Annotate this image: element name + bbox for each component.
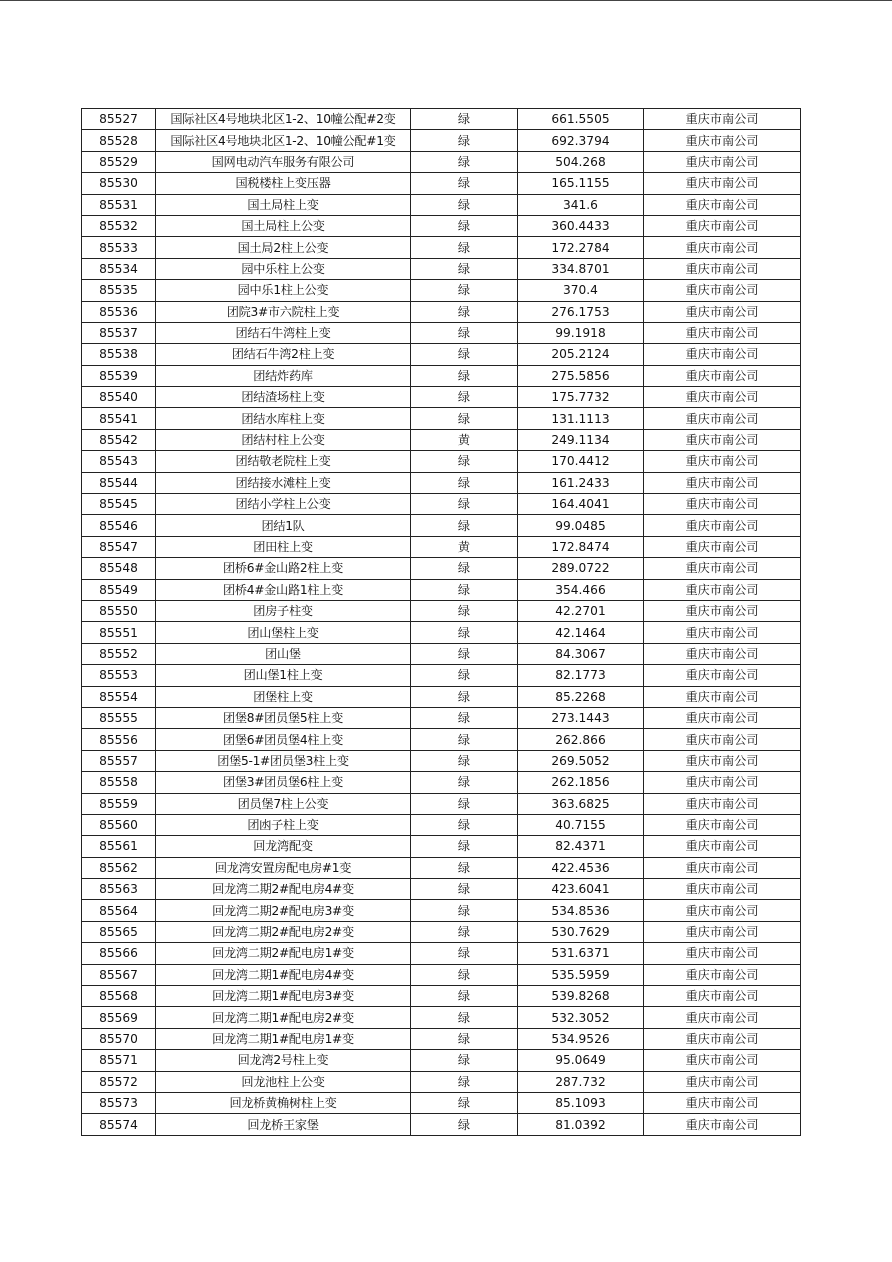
company-cell: 重庆市南公司 bbox=[644, 729, 801, 750]
station-name-cell: 回龙湾二期1#配电房2#变 bbox=[156, 1007, 411, 1028]
company-cell: 重庆市南公司 bbox=[644, 943, 801, 964]
company-cell: 重庆市南公司 bbox=[644, 921, 801, 942]
company-cell: 重庆市南公司 bbox=[644, 622, 801, 643]
row-id-cell: 85559 bbox=[82, 793, 156, 814]
company-cell: 重庆市南公司 bbox=[644, 408, 801, 429]
table-row bbox=[82, 280, 801, 301]
status-cell: 绿 bbox=[411, 943, 518, 964]
row-id-cell: 85542 bbox=[82, 429, 156, 450]
table-row bbox=[82, 151, 801, 172]
status-cell: 绿 bbox=[411, 1028, 518, 1049]
row-id-cell: 85534 bbox=[82, 258, 156, 279]
status-cell: 绿 bbox=[411, 600, 518, 621]
row-id-cell: 85564 bbox=[82, 900, 156, 921]
company-cell: 重庆市南公司 bbox=[644, 814, 801, 835]
status-cell: 绿 bbox=[411, 665, 518, 686]
value-cell: 40.7155 bbox=[518, 814, 644, 835]
status-cell: 绿 bbox=[411, 408, 518, 429]
station-name-cell: 团山堡 bbox=[156, 643, 411, 664]
row-id-cell: 85572 bbox=[82, 1071, 156, 1092]
status-cell: 绿 bbox=[411, 836, 518, 857]
value-cell: 269.5052 bbox=[518, 750, 644, 771]
table-row bbox=[82, 879, 801, 900]
station-name-cell: 国际社区4号地块北区1-2、10幢公配#1变 bbox=[156, 130, 411, 151]
company-cell: 重庆市南公司 bbox=[644, 322, 801, 343]
row-id-cell: 85536 bbox=[82, 301, 156, 322]
value-cell: 360.4433 bbox=[518, 215, 644, 236]
row-id-cell: 85568 bbox=[82, 986, 156, 1007]
status-cell: 绿 bbox=[411, 921, 518, 942]
status-cell: 绿 bbox=[411, 322, 518, 343]
value-cell: 82.4371 bbox=[518, 836, 644, 857]
table-row bbox=[82, 665, 801, 686]
row-id-cell: 85530 bbox=[82, 173, 156, 194]
station-name-cell: 团堡3#团员堡6柱上变 bbox=[156, 772, 411, 793]
row-id-cell: 85553 bbox=[82, 665, 156, 686]
status-cell: 黄 bbox=[411, 429, 518, 450]
data-table bbox=[81, 108, 801, 1136]
status-cell: 绿 bbox=[411, 365, 518, 386]
value-cell: 249.1134 bbox=[518, 429, 644, 450]
station-name-cell: 回龙湾二期2#配电房1#变 bbox=[156, 943, 411, 964]
value-cell: 205.2124 bbox=[518, 344, 644, 365]
company-cell: 重庆市南公司 bbox=[644, 1050, 801, 1071]
table-row bbox=[82, 729, 801, 750]
status-cell: 绿 bbox=[411, 900, 518, 921]
table-row bbox=[82, 643, 801, 664]
company-cell: 重庆市南公司 bbox=[644, 1071, 801, 1092]
value-cell: 423.6041 bbox=[518, 879, 644, 900]
value-cell: 99.0485 bbox=[518, 515, 644, 536]
table-row bbox=[82, 173, 801, 194]
table-row bbox=[82, 943, 801, 964]
station-name-cell: 园中乐柱上公变 bbox=[156, 258, 411, 279]
table-row bbox=[82, 109, 801, 130]
status-cell: 绿 bbox=[411, 109, 518, 130]
value-cell: 534.9526 bbox=[518, 1028, 644, 1049]
value-cell: 275.5856 bbox=[518, 365, 644, 386]
row-id-cell: 85545 bbox=[82, 494, 156, 515]
table-row bbox=[82, 387, 801, 408]
station-name-cell: 团堡8#团员堡5柱上变 bbox=[156, 707, 411, 728]
row-id-cell: 85558 bbox=[82, 772, 156, 793]
station-name-cell: 回龙湾二期1#配电房4#变 bbox=[156, 964, 411, 985]
table-row bbox=[82, 494, 801, 515]
row-id-cell: 85527 bbox=[82, 109, 156, 130]
status-cell: 绿 bbox=[411, 1007, 518, 1028]
value-cell: 354.466 bbox=[518, 579, 644, 600]
status-cell: 绿 bbox=[411, 643, 518, 664]
station-name-cell: 国际社区4号地块北区1-2、10幢公配#2变 bbox=[156, 109, 411, 130]
status-cell: 绿 bbox=[411, 387, 518, 408]
value-cell: 161.2433 bbox=[518, 472, 644, 493]
company-cell: 重庆市南公司 bbox=[644, 387, 801, 408]
value-cell: 95.0649 bbox=[518, 1050, 644, 1071]
value-cell: 172.2784 bbox=[518, 237, 644, 258]
station-name-cell: 回龙湾二期2#配电房4#变 bbox=[156, 879, 411, 900]
row-id-cell: 85549 bbox=[82, 579, 156, 600]
station-name-cell: 团堡6#团员堡4柱上变 bbox=[156, 729, 411, 750]
status-cell: 绿 bbox=[411, 622, 518, 643]
table-row bbox=[82, 707, 801, 728]
status-cell: 绿 bbox=[411, 280, 518, 301]
table-row bbox=[82, 130, 801, 151]
table-row bbox=[82, 857, 801, 878]
status-cell: 黄 bbox=[411, 536, 518, 557]
station-name-cell: 回龙桥黄桷树柱上变 bbox=[156, 1092, 411, 1113]
value-cell: 334.8701 bbox=[518, 258, 644, 279]
row-id-cell: 85561 bbox=[82, 836, 156, 857]
status-cell: 绿 bbox=[411, 686, 518, 707]
table-row bbox=[82, 451, 801, 472]
table-body bbox=[82, 109, 801, 1136]
table-row bbox=[82, 900, 801, 921]
company-cell: 重庆市南公司 bbox=[644, 964, 801, 985]
table-row bbox=[82, 472, 801, 493]
station-name-cell: 团田柱上变 bbox=[156, 536, 411, 557]
table-row bbox=[82, 772, 801, 793]
station-name-cell: 回龙池柱上公变 bbox=[156, 1071, 411, 1092]
value-cell: 289.0722 bbox=[518, 558, 644, 579]
value-cell: 262.866 bbox=[518, 729, 644, 750]
status-cell: 绿 bbox=[411, 1114, 518, 1135]
station-name-cell: 团结接水滩柱上变 bbox=[156, 472, 411, 493]
value-cell: 42.2701 bbox=[518, 600, 644, 621]
status-cell: 绿 bbox=[411, 707, 518, 728]
row-id-cell: 85556 bbox=[82, 729, 156, 750]
value-cell: 262.1856 bbox=[518, 772, 644, 793]
company-cell: 重庆市南公司 bbox=[644, 1092, 801, 1113]
company-cell: 重庆市南公司 bbox=[644, 494, 801, 515]
company-cell: 重庆市南公司 bbox=[644, 1007, 801, 1028]
company-cell: 重庆市南公司 bbox=[644, 280, 801, 301]
row-id-cell: 85557 bbox=[82, 750, 156, 771]
row-id-cell: 85562 bbox=[82, 857, 156, 878]
company-cell: 重庆市南公司 bbox=[644, 879, 801, 900]
status-cell: 绿 bbox=[411, 857, 518, 878]
value-cell: 172.8474 bbox=[518, 536, 644, 557]
station-name-cell: 回龙湾二期1#配电房1#变 bbox=[156, 1028, 411, 1049]
status-cell: 绿 bbox=[411, 494, 518, 515]
status-cell: 绿 bbox=[411, 879, 518, 900]
status-cell: 绿 bbox=[411, 558, 518, 579]
company-cell: 重庆市南公司 bbox=[644, 301, 801, 322]
company-cell: 重庆市南公司 bbox=[644, 194, 801, 215]
station-name-cell: 团结炸药库 bbox=[156, 365, 411, 386]
row-id-cell: 85543 bbox=[82, 451, 156, 472]
value-cell: 532.3052 bbox=[518, 1007, 644, 1028]
row-id-cell: 85540 bbox=[82, 387, 156, 408]
row-id-cell: 85546 bbox=[82, 515, 156, 536]
table-row bbox=[82, 1007, 801, 1028]
status-cell: 绿 bbox=[411, 344, 518, 365]
station-name-cell: 国税楼柱上变压器 bbox=[156, 173, 411, 194]
company-cell: 重庆市南公司 bbox=[644, 365, 801, 386]
status-cell: 绿 bbox=[411, 1092, 518, 1113]
station-name-cell: 回龙湾二期2#配电房2#变 bbox=[156, 921, 411, 942]
table-row bbox=[82, 194, 801, 215]
table-row bbox=[82, 1050, 801, 1071]
status-cell: 绿 bbox=[411, 194, 518, 215]
status-cell: 绿 bbox=[411, 472, 518, 493]
value-cell: 82.1773 bbox=[518, 665, 644, 686]
value-cell: 175.7732 bbox=[518, 387, 644, 408]
value-cell: 276.1753 bbox=[518, 301, 644, 322]
company-cell: 重庆市南公司 bbox=[644, 451, 801, 472]
value-cell: 534.8536 bbox=[518, 900, 644, 921]
value-cell: 341.6 bbox=[518, 194, 644, 215]
table-row bbox=[82, 622, 801, 643]
row-id-cell: 85560 bbox=[82, 814, 156, 835]
company-cell: 重庆市南公司 bbox=[644, 1114, 801, 1135]
row-id-cell: 85566 bbox=[82, 943, 156, 964]
company-cell: 重庆市南公司 bbox=[644, 707, 801, 728]
company-cell: 重庆市南公司 bbox=[644, 130, 801, 151]
company-cell: 重庆市南公司 bbox=[644, 643, 801, 664]
company-cell: 重庆市南公司 bbox=[644, 986, 801, 1007]
station-name-cell: 团堡5-1#团员堡3柱上变 bbox=[156, 750, 411, 771]
table-row bbox=[82, 579, 801, 600]
company-cell: 重庆市南公司 bbox=[644, 836, 801, 857]
value-cell: 99.1918 bbox=[518, 322, 644, 343]
station-name-cell: 团结渣场柱上变 bbox=[156, 387, 411, 408]
station-name-cell: 团桥4#金山路1柱上变 bbox=[156, 579, 411, 600]
row-id-cell: 85538 bbox=[82, 344, 156, 365]
table-row bbox=[82, 1114, 801, 1135]
row-id-cell: 85535 bbox=[82, 280, 156, 301]
table-row bbox=[82, 600, 801, 621]
station-name-cell: 国土局柱上公变 bbox=[156, 215, 411, 236]
status-cell: 绿 bbox=[411, 772, 518, 793]
value-cell: 535.5959 bbox=[518, 964, 644, 985]
value-cell: 42.1464 bbox=[518, 622, 644, 643]
company-cell: 重庆市南公司 bbox=[644, 1028, 801, 1049]
row-id-cell: 85532 bbox=[82, 215, 156, 236]
table-row bbox=[82, 429, 801, 450]
station-name-cell: 团结石牛湾柱上变 bbox=[156, 322, 411, 343]
status-cell: 绿 bbox=[411, 814, 518, 835]
status-cell: 绿 bbox=[411, 130, 518, 151]
company-cell: 重庆市南公司 bbox=[644, 686, 801, 707]
status-cell: 绿 bbox=[411, 151, 518, 172]
row-id-cell: 85569 bbox=[82, 1007, 156, 1028]
value-cell: 530.7629 bbox=[518, 921, 644, 942]
table-row bbox=[82, 322, 801, 343]
row-id-cell: 85563 bbox=[82, 879, 156, 900]
company-cell: 重庆市南公司 bbox=[644, 857, 801, 878]
station-name-cell: 团结敬老院柱上变 bbox=[156, 451, 411, 472]
station-name-cell: 团结1队 bbox=[156, 515, 411, 536]
table-row bbox=[82, 1071, 801, 1092]
table-row bbox=[82, 365, 801, 386]
table-row bbox=[82, 814, 801, 835]
status-cell: 绿 bbox=[411, 579, 518, 600]
company-cell: 重庆市南公司 bbox=[644, 600, 801, 621]
station-name-cell: 团房子柱变 bbox=[156, 600, 411, 621]
row-id-cell: 85570 bbox=[82, 1028, 156, 1049]
row-id-cell: 85555 bbox=[82, 707, 156, 728]
value-cell: 422.4536 bbox=[518, 857, 644, 878]
status-cell: 绿 bbox=[411, 750, 518, 771]
value-cell: 273.1443 bbox=[518, 707, 644, 728]
row-id-cell: 85547 bbox=[82, 536, 156, 557]
status-cell: 绿 bbox=[411, 1050, 518, 1071]
row-id-cell: 85528 bbox=[82, 130, 156, 151]
value-cell: 692.3794 bbox=[518, 130, 644, 151]
value-cell: 131.1113 bbox=[518, 408, 644, 429]
table-row bbox=[82, 301, 801, 322]
row-id-cell: 85551 bbox=[82, 622, 156, 643]
row-id-cell: 85539 bbox=[82, 365, 156, 386]
table-row bbox=[82, 836, 801, 857]
company-cell: 重庆市南公司 bbox=[644, 237, 801, 258]
row-id-cell: 85541 bbox=[82, 408, 156, 429]
value-cell: 165.1155 bbox=[518, 173, 644, 194]
table-row bbox=[82, 750, 801, 771]
page-top-border bbox=[0, 0, 892, 1]
station-name-cell: 团结村柱上公变 bbox=[156, 429, 411, 450]
table-row bbox=[82, 1092, 801, 1113]
status-cell: 绿 bbox=[411, 215, 518, 236]
status-cell: 绿 bbox=[411, 986, 518, 1007]
value-cell: 85.1093 bbox=[518, 1092, 644, 1113]
station-name-cell: 团院3#市六院柱上变 bbox=[156, 301, 411, 322]
status-cell: 绿 bbox=[411, 258, 518, 279]
row-id-cell: 85550 bbox=[82, 600, 156, 621]
status-cell: 绿 bbox=[411, 173, 518, 194]
company-cell: 重庆市南公司 bbox=[644, 429, 801, 450]
table-row bbox=[82, 515, 801, 536]
station-name-cell: 回龙湾配变 bbox=[156, 836, 411, 857]
station-name-cell: 国土局2柱上公变 bbox=[156, 237, 411, 258]
station-name-cell: 国网电动汽车服务有限公司 bbox=[156, 151, 411, 172]
station-name-cell: 团凼子柱上变 bbox=[156, 814, 411, 835]
company-cell: 重庆市南公司 bbox=[644, 515, 801, 536]
row-id-cell: 85537 bbox=[82, 322, 156, 343]
table-row bbox=[82, 536, 801, 557]
station-name-cell: 团山堡柱上变 bbox=[156, 622, 411, 643]
table-row bbox=[82, 964, 801, 985]
company-cell: 重庆市南公司 bbox=[644, 793, 801, 814]
value-cell: 81.0392 bbox=[518, 1114, 644, 1135]
station-name-cell: 团结石牛湾2柱上变 bbox=[156, 344, 411, 365]
station-name-cell: 回龙湾二期2#配电房3#变 bbox=[156, 900, 411, 921]
value-cell: 539.8268 bbox=[518, 986, 644, 1007]
company-cell: 重庆市南公司 bbox=[644, 109, 801, 130]
status-cell: 绿 bbox=[411, 1071, 518, 1092]
company-cell: 重庆市南公司 bbox=[644, 772, 801, 793]
company-cell: 重庆市南公司 bbox=[644, 258, 801, 279]
value-cell: 84.3067 bbox=[518, 643, 644, 664]
company-cell: 重庆市南公司 bbox=[644, 472, 801, 493]
row-id-cell: 85548 bbox=[82, 558, 156, 579]
status-cell: 绿 bbox=[411, 451, 518, 472]
station-name-cell: 回龙桥王家堡 bbox=[156, 1114, 411, 1135]
company-cell: 重庆市南公司 bbox=[644, 579, 801, 600]
company-cell: 重庆市南公司 bbox=[644, 750, 801, 771]
table-row bbox=[82, 986, 801, 1007]
table-row bbox=[82, 921, 801, 942]
status-cell: 绿 bbox=[411, 515, 518, 536]
station-name-cell: 国土局柱上变 bbox=[156, 194, 411, 215]
value-cell: 504.268 bbox=[518, 151, 644, 172]
table-row bbox=[82, 237, 801, 258]
status-cell: 绿 bbox=[411, 964, 518, 985]
company-cell: 重庆市南公司 bbox=[644, 536, 801, 557]
row-id-cell: 85565 bbox=[82, 921, 156, 942]
row-id-cell: 85567 bbox=[82, 964, 156, 985]
station-name-cell: 回龙湾2号柱上变 bbox=[156, 1050, 411, 1071]
table-row bbox=[82, 686, 801, 707]
table-row bbox=[82, 793, 801, 814]
table-row bbox=[82, 1028, 801, 1049]
company-cell: 重庆市南公司 bbox=[644, 665, 801, 686]
station-name-cell: 团结小学柱上公变 bbox=[156, 494, 411, 515]
station-name-cell: 团堡柱上变 bbox=[156, 686, 411, 707]
station-name-cell: 团桥6#金山路2柱上变 bbox=[156, 558, 411, 579]
station-name-cell: 团员堡7柱上公变 bbox=[156, 793, 411, 814]
table-row bbox=[82, 215, 801, 236]
row-id-cell: 85544 bbox=[82, 472, 156, 493]
table-row bbox=[82, 258, 801, 279]
row-id-cell: 85573 bbox=[82, 1092, 156, 1113]
value-cell: 170.4412 bbox=[518, 451, 644, 472]
status-cell: 绿 bbox=[411, 729, 518, 750]
row-id-cell: 85529 bbox=[82, 151, 156, 172]
company-cell: 重庆市南公司 bbox=[644, 151, 801, 172]
status-cell: 绿 bbox=[411, 793, 518, 814]
row-id-cell: 85571 bbox=[82, 1050, 156, 1071]
company-cell: 重庆市南公司 bbox=[644, 900, 801, 921]
status-cell: 绿 bbox=[411, 237, 518, 258]
station-name-cell: 回龙湾二期1#配电房3#变 bbox=[156, 986, 411, 1007]
value-cell: 370.4 bbox=[518, 280, 644, 301]
row-id-cell: 85552 bbox=[82, 643, 156, 664]
company-cell: 重庆市南公司 bbox=[644, 344, 801, 365]
row-id-cell: 85554 bbox=[82, 686, 156, 707]
table-row bbox=[82, 344, 801, 365]
company-cell: 重庆市南公司 bbox=[644, 215, 801, 236]
row-id-cell: 85574 bbox=[82, 1114, 156, 1135]
station-name-cell: 团山堡1柱上变 bbox=[156, 665, 411, 686]
station-name-cell: 团结水库柱上变 bbox=[156, 408, 411, 429]
row-id-cell: 85533 bbox=[82, 237, 156, 258]
station-name-cell: 回龙湾安置房配电房#1变 bbox=[156, 857, 411, 878]
value-cell: 661.5505 bbox=[518, 109, 644, 130]
value-cell: 363.6825 bbox=[518, 793, 644, 814]
company-cell: 重庆市南公司 bbox=[644, 558, 801, 579]
company-cell: 重庆市南公司 bbox=[644, 173, 801, 194]
station-name-cell: 园中乐1柱上公变 bbox=[156, 280, 411, 301]
value-cell: 85.2268 bbox=[518, 686, 644, 707]
status-cell: 绿 bbox=[411, 301, 518, 322]
row-id-cell: 85531 bbox=[82, 194, 156, 215]
value-cell: 287.732 bbox=[518, 1071, 644, 1092]
value-cell: 531.6371 bbox=[518, 943, 644, 964]
table-row bbox=[82, 558, 801, 579]
table-row bbox=[82, 408, 801, 429]
value-cell: 164.4041 bbox=[518, 494, 644, 515]
